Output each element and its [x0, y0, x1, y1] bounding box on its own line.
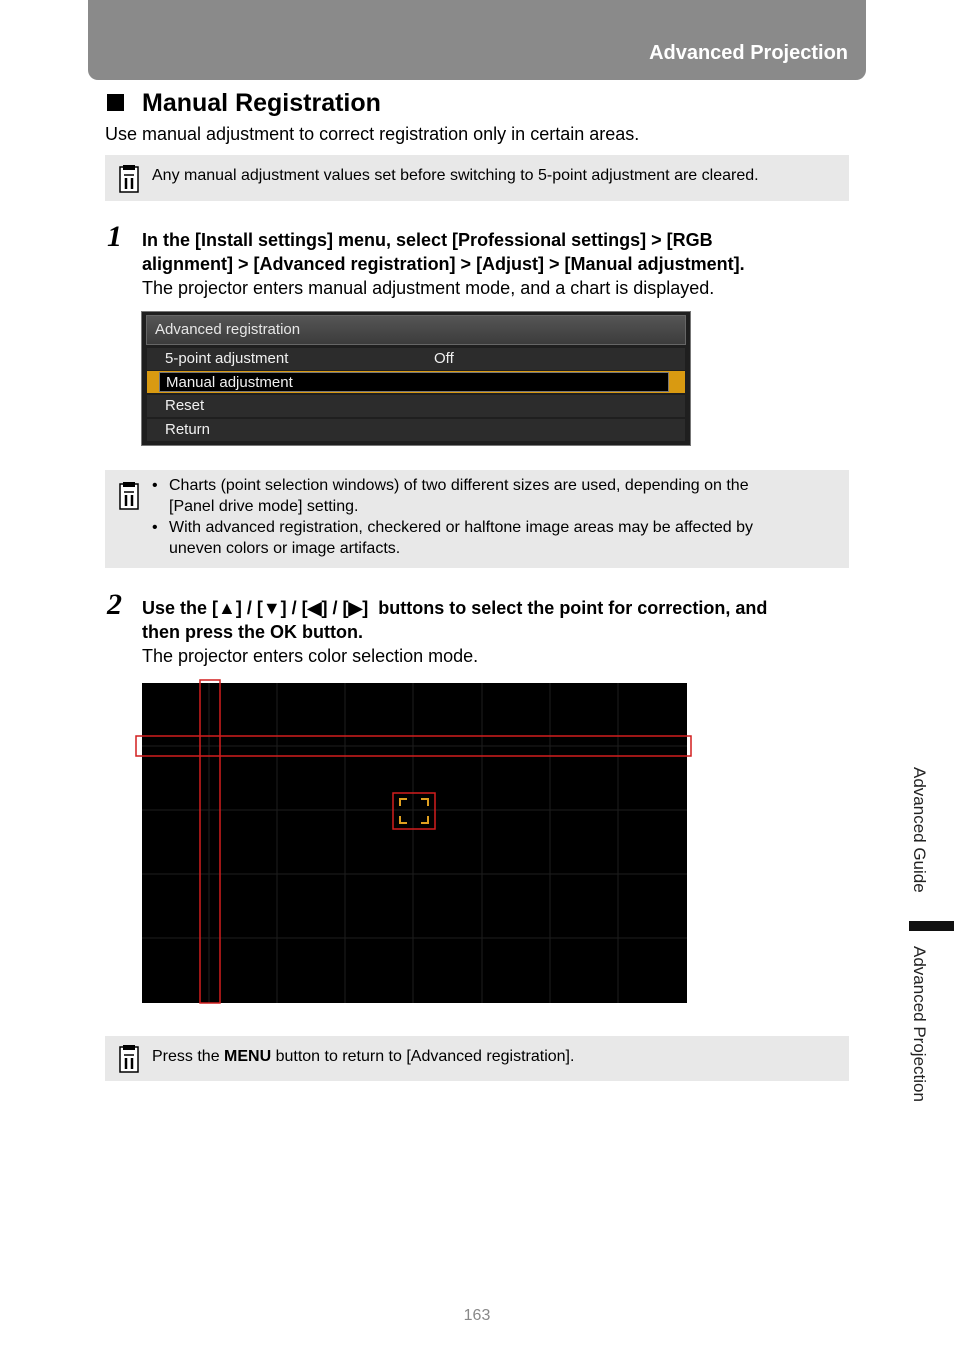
page-number: 163	[463, 1307, 491, 1324]
osd-item-manual-adjustment[interactable]	[147, 371, 685, 393]
header-title: Advanced Projection	[649, 42, 848, 64]
memo-icon	[117, 481, 141, 511]
osd-item-5-point-adjustment[interactable]	[147, 348, 685, 370]
side-tab-marker	[909, 921, 954, 931]
memo-icon	[117, 164, 141, 194]
step2-instruction-line1: Use the [▲] / [▼] / [◀] / [▶] buttons to select the point for correction, and	[142, 598, 768, 618]
chart-grid	[142, 683, 687, 1003]
osd-item-label: Return	[165, 421, 211, 438]
note-box-1	[105, 155, 849, 201]
step1-description: The projector enters manual adjustment mode, and a chart is displayed.	[142, 278, 715, 298]
note-box-3	[105, 1036, 849, 1081]
point-selection-window[interactable]	[393, 793, 435, 829]
osd-item-return[interactable]	[147, 419, 685, 441]
step1-instruction-line2: alignment] > [Advanced registration] > [Adjust] > [Manual adjustment].	[142, 254, 745, 274]
step2-instruction-line2: then press the OK button.	[142, 622, 364, 642]
note-text: Any manual adjustment values set before switching to 5-point adjustment are cleared.	[152, 167, 759, 184]
bullet-dot: •	[152, 477, 158, 494]
note2-bullet2-line2: uneven colors or image artifacts.	[169, 540, 401, 557]
note2-bullet2-line1: With advanced registration, checkered or halftone image areas may be affected by	[169, 519, 754, 536]
side-tab-advanced-guide[interactable]: Advanced Guide	[910, 767, 929, 893]
osd-item-label: Manual adjustment	[166, 374, 293, 391]
memo-icon	[117, 1044, 141, 1074]
section-intro: Use manual adjustment to correct registration only in certain areas.	[105, 124, 640, 144]
osd-menu-title: Advanced registration	[146, 315, 686, 345]
note3-prefix: Press the	[152, 1048, 225, 1065]
step-number-1: 1	[107, 220, 122, 253]
registration-chart	[142, 683, 687, 1003]
note-box-2	[105, 470, 849, 568]
bullet-dot: •	[152, 519, 158, 536]
osd-menu	[141, 311, 691, 446]
note2-bullet1-line1: Charts (point selection windows) of two different sizes are used, depending on the	[169, 477, 749, 494]
section-title: Manual Registration	[142, 89, 381, 117]
side-tab-advanced-projection[interactable]: Advanced Projection	[910, 946, 929, 1102]
menu-button-label: MENU	[224, 1048, 272, 1065]
note3-text	[152, 1046, 574, 1067]
step-number-2: 2	[107, 588, 122, 621]
osd-item-value: Off	[434, 350, 454, 367]
note2-bullet1-line2: [Panel drive mode] setting.	[169, 498, 359, 515]
note3-suffix: button to return to [Advanced registration].	[271, 1048, 575, 1065]
osd-item-label: 5-point adjustment	[165, 350, 289, 367]
step2-description: The projector enters color selection mode.	[142, 646, 479, 666]
osd-selection-highlight	[159, 372, 669, 392]
step1-instruction-line1: In the [Install settings] menu, select [Professional settings] > [RGB	[142, 230, 713, 250]
osd-item-label: Reset	[165, 397, 205, 414]
section-bullet-icon	[107, 94, 124, 111]
osd-item-reset[interactable]	[147, 395, 685, 417]
page-header	[88, 0, 866, 80]
